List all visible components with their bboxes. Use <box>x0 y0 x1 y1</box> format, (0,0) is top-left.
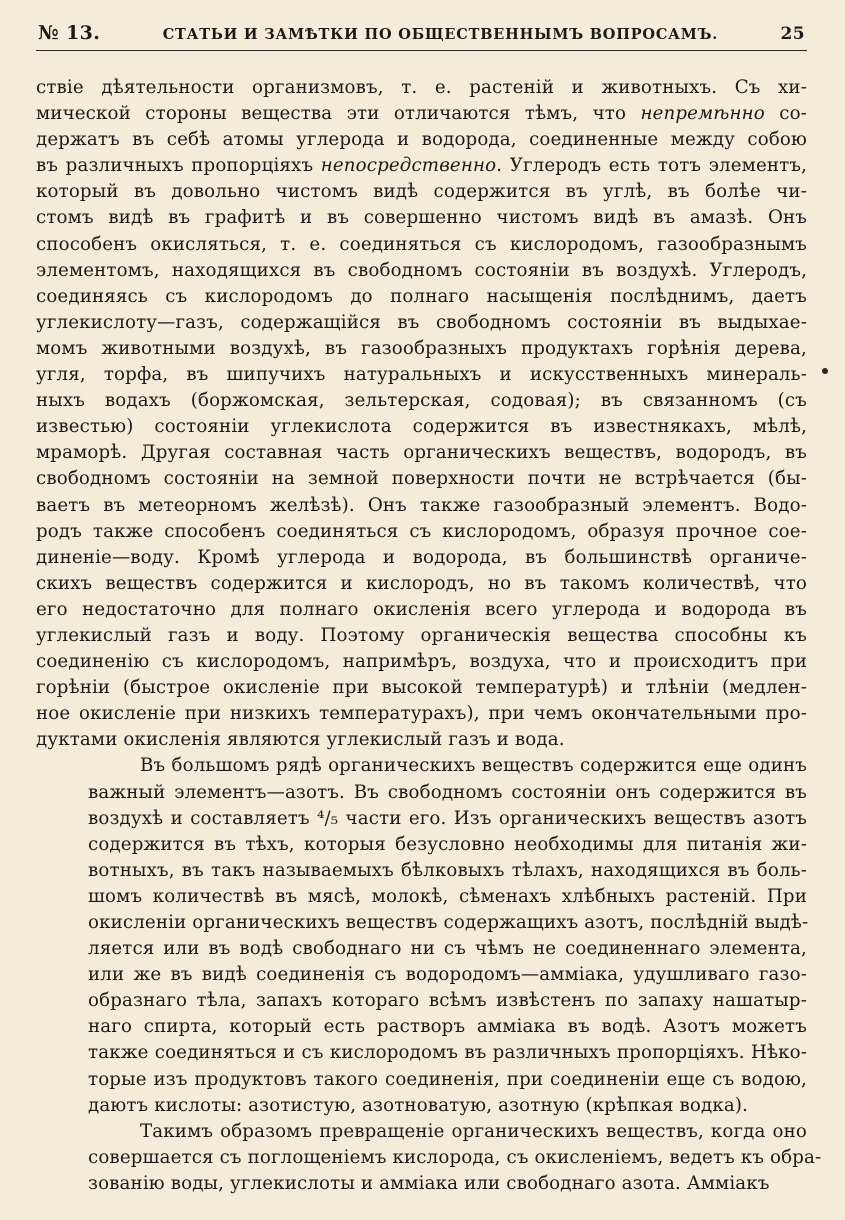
text-line: Въ большомъ рядѣ органическихъ веществъ содержится еще одинъ <box>140 755 807 777</box>
text-line: содержится въ тѣхъ, которыя безусловно необходимы для питанія жи- <box>88 833 807 855</box>
article-body <box>36 75 822 1197</box>
text-line: мической стороны вещества эти отличаются тѣмъ, что непремѣнно со- <box>36 103 807 125</box>
text-line: ствіе дѣятельности организмовъ, т. е. растеній и животныхъ. Съ хи- <box>36 77 807 98</box>
text-line: стомъ видѣ въ графитѣ и въ совершенно чистомъ видѣ въ амазѣ. Онъ <box>36 207 807 229</box>
paragraph <box>36 75 807 753</box>
text-line: важный элементъ—азотъ. Въ свободномъ состояніи онъ содержится въ <box>88 781 807 803</box>
text-line: горѣніи (быстрое окисленіе при высокой температурѣ) и тлѣніи (медлен- <box>36 677 807 699</box>
text-line: окисленіи органическихъ веществъ содержащихъ азотъ, послѣдній выдѣ- <box>88 912 809 933</box>
text-line: Такимъ образомъ превращеніе органическихъ веществъ, когда оно <box>140 1120 807 1142</box>
text-line: дуктами окисленія являются углекислый газъ и вода. <box>36 729 565 751</box>
text-line: воздухѣ и составляетъ ⁴/₅ части его. Изъ органическихъ веществъ азотъ <box>88 807 807 829</box>
text-line: даютъ кислоты: азотистую, азотноватую, азотную (крѣпкая водка). <box>88 1094 749 1116</box>
issue-number: № 13. <box>38 22 101 44</box>
text-line: свободномъ состояніи на земной поверхности почти не встрѣчается (бы- <box>36 468 807 490</box>
text-line: углекислый газъ и воду. Поэтому органическія вещества способны къ <box>36 624 807 646</box>
text-line: образнаго тѣла, запахъ котораго всѣмъ извѣстенъ по запаху нашатыр- <box>88 990 807 1012</box>
text-line: углекислоту—газъ, содержащійся въ свободномъ состояніи въ выдыхае- <box>36 311 807 333</box>
emphasis: непремѣнно <box>640 103 765 125</box>
text-line: шомъ количествѣ въ мясѣ, молокѣ, сѣменахъ хлѣбныхъ растеній. При <box>88 885 807 907</box>
section-title: СТАТЬИ И ЗАМѢТКИ ПО ОБЩЕСТВЕННЫМЪ ВОПРОСАМЪ. <box>162 26 719 43</box>
text-line: угля, торфа, въ шипучихъ натуральныхъ и искусственныхъ минераль- <box>36 364 807 386</box>
text-line: ляется или въ водѣ свободнаго ни съ чѣмъ не соединеннаго элемента, <box>88 938 807 960</box>
margin-dot <box>822 368 828 374</box>
text-line: ное окисленіе при низкихъ температурахъ), при чемъ окончательными про- <box>36 703 807 725</box>
text-line: вотныхъ, въ такъ называемыхъ бѣлковыхъ тѣлахъ, находящихся въ боль- <box>88 859 807 881</box>
text-line: скихъ веществъ содержится и кислородъ, но въ такомъ количествѣ, что <box>36 572 807 594</box>
text-line: соединенію съ кислородомъ, напримѣръ, воздуха, что и происходитъ при <box>36 651 807 673</box>
page-number: 25 <box>780 24 805 44</box>
text-line: мраморѣ. Другая составная часть органическихъ веществъ, водородъ, въ <box>36 442 807 464</box>
text-line: родъ также способенъ соединяться съ кислородомъ, образуя прочное сое- <box>36 520 807 542</box>
text-line: держатъ въ себѣ атомы углерода и водорода, соединенные между собою <box>36 129 807 151</box>
text-line: его недостаточно для полнаго окисленія всего углерода и водорода въ <box>36 598 807 620</box>
text-line: въ различныхъ пропорціяхъ непосредственно. Углеродъ есть тотъ элементъ, <box>36 155 807 177</box>
text-line: который въ довольно чистомъ видѣ содержится въ углѣ, въ болѣе чи- <box>36 181 807 203</box>
text-line: совершается съ поглощеніемъ кислорода, съ окисленіемъ, ведетъ къ обра- <box>88 1146 822 1168</box>
text-line: элементомъ, находящихся въ свободномъ состояніи въ воздухѣ. Углеродъ, <box>36 259 807 281</box>
text-line: диненіе—воду. Кромѣ углерода и водорода, въ большинствѣ органиче- <box>36 546 807 568</box>
text-line: ваетъ въ метеорномъ желѣзѣ). Онъ также газообразный элементъ. Водо- <box>36 494 807 516</box>
paragraph <box>36 753 807 1118</box>
text-line: наго спирта, который есть растворъ аммiака въ водѣ. Азотъ можетъ <box>88 1016 807 1038</box>
running-header <box>36 22 807 51</box>
text-line: торые изъ продуктовъ такого соединенія, при соединеніи еще съ водою, <box>88 1068 807 1090</box>
text-line: зованію воды, углекислоты и аммiака или свободнаго азота. Аммiакъ <box>88 1172 770 1194</box>
text-line: момъ животными воздухѣ, въ газообразныхъ продуктахъ горѣнія дерева, <box>36 337 807 359</box>
emphasis: непосредственно <box>320 155 497 177</box>
text-line: известью) состояніи углекислота содержится въ известнякахъ, мѣлѣ, <box>36 416 807 438</box>
text-line: также соединяться и съ кислородомъ въ различныхъ пропорціяхъ. Нѣко- <box>88 1042 807 1064</box>
text-line: способенъ окисляться, т. е. соединяться съ кислородомъ, газообразнымъ <box>36 233 807 255</box>
paragraph <box>36 1119 822 1197</box>
text-line: соединяясь съ кислородомъ до полнаго насыщенія послѣднимъ, даетъ <box>36 285 807 307</box>
text-line: или же въ видѣ соединенія съ водородомъ—аммiака, удушливаго газо- <box>88 964 807 986</box>
text-line: ныхъ водахъ (боржомская, зельтерская, содовая); въ связанномъ (съ <box>36 390 807 412</box>
